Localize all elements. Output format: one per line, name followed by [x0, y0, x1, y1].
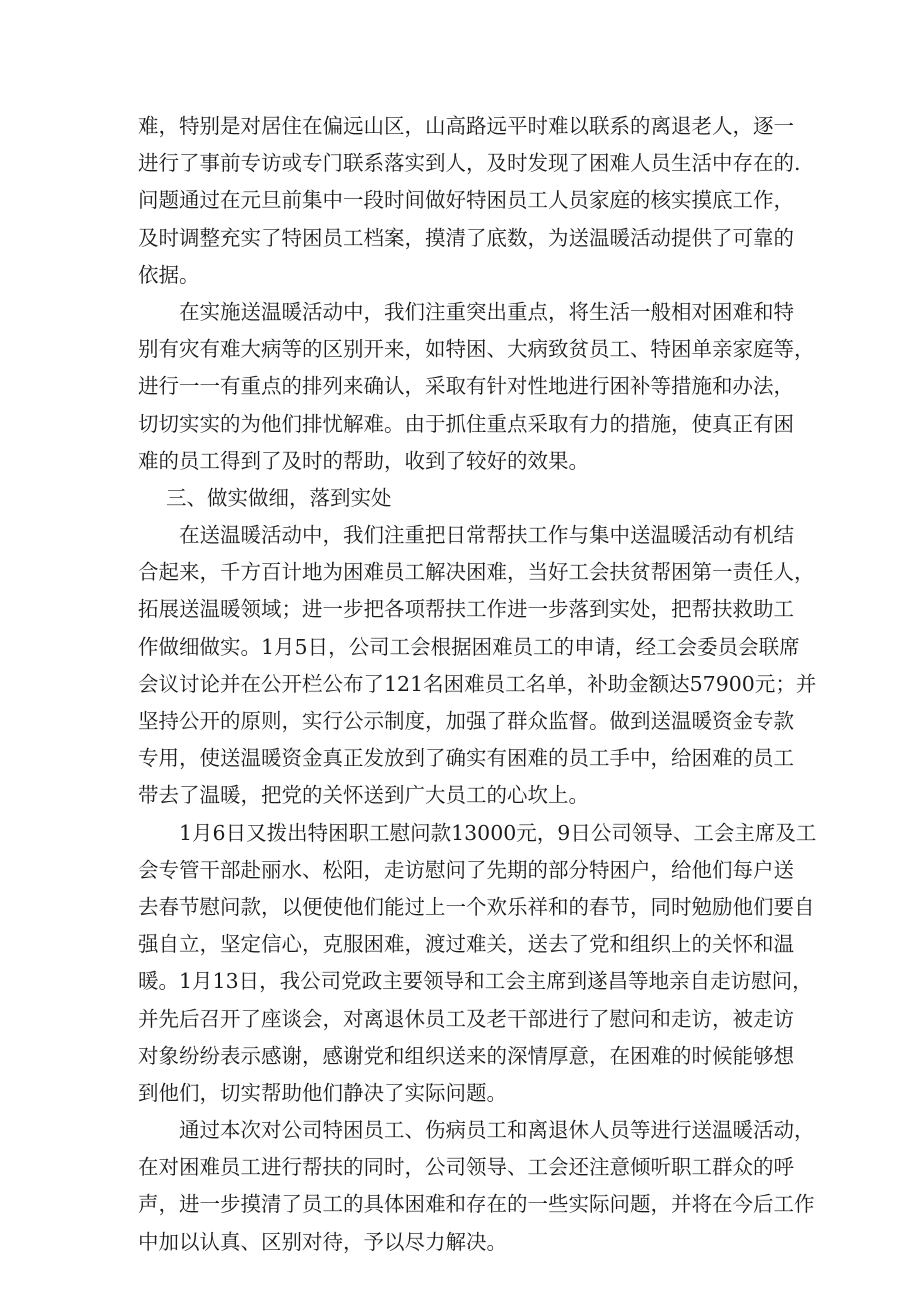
- paragraph-start-line: 在实施送温暖活动中，我们注重突出重点，将生活一般相对困难和特: [179, 299, 794, 324]
- text-line: 到他们，切实帮助他们静决了实际问题。: [138, 1080, 507, 1105]
- text-line: 去春节慰问款，以便使他们能过上一个欢乐祥和的春节，同时勉励他们要自: [138, 894, 815, 919]
- text-line: 暖。1月13日，我公司党政主要领导和工会主席到遂昌等地亲自走访慰问，: [138, 969, 813, 994]
- paragraph-start-line: 在送温暖活动中，我们注重把日常帮扶工作与集中送温暖活动有机结: [179, 523, 794, 548]
- text-line: 专用，使送温暖资金真正发放到了确实有困难的员工手中，给困难的员工: [138, 746, 794, 771]
- text-line: 进行了事前专访或专门联系落实到人，及时发现了困难人员生活中存在的.: [138, 151, 801, 176]
- text-line: 拓展送温暖领域；进一步把各项帮扶工作进一步落到实处，把帮扶救助工: [138, 597, 794, 622]
- paragraph-start-line: 1月6日又拨出特困职工慰问款13000元，9日公司领导、工会主席及工: [179, 820, 817, 845]
- text-line: 会议讨论并在公开栏公布了121名困难员工名单，补助金额达57900元；并: [138, 671, 817, 696]
- section-heading: 三、做实做细，落到实处: [166, 485, 392, 510]
- text-line: 对象纷纷表示感谢，感谢党和组织送来的深情厚意，在困难的时候能够想: [138, 1043, 794, 1068]
- text-line: 难的员工得到了及时的帮助，收到了较好的效果。: [138, 448, 589, 473]
- text-line: 及时调整充实了特困员工档案，摸清了底数，为送温暖活动提供了可靠的: [138, 225, 794, 250]
- text-line: 问题通过在元旦前集中一段时间做好特困员工人员家庭的核实摸底工作，: [138, 188, 794, 213]
- text-line: 会专管干部赴丽水、松阳，走访慰问了先期的部分特困户，给他们每户送: [138, 857, 794, 882]
- text-line: 进行一一有重点的排列来确认，采取有针对性地进行困补等措施和办法，: [138, 374, 794, 399]
- text-line: 别有灾有难大病等的区别开来，如特困、大病致贫员工、特困单亲家庭等，: [138, 337, 815, 362]
- text-line: 带去了温暖，把党的关怀送到广大员工的心坎上。: [138, 783, 589, 808]
- text-line: 并先后召开了座谈会，对离退休员工及老干部进行了慰问和走访，被走访: [138, 1006, 794, 1031]
- text-line: 中加以认真、区别对待，予以尽力解决。: [138, 1229, 507, 1254]
- text-line: 作做细做实。1月5日，公司工会根据困难员工的申请，经工会委员会联席: [138, 634, 800, 659]
- text-line: 声，进一步摸清了员工的具体困难和存在的一些实际问题，并将在今后工作: [138, 1192, 815, 1217]
- text-line: 强自立，坚定信心，克服困难，渡过难关，送去了党和组织上的关怀和温: [138, 932, 794, 957]
- text-line: 依据。: [138, 262, 200, 287]
- document-body: [138, 108, 817, 1261]
- text-line: 坚持公开的原则，实行公示制度，加强了群众监督。做到送温暖资金专款: [138, 709, 794, 733]
- text-line: 合起来，千方百计地为困难员工解决困难，当好工会扶贫帮困第一责任人，: [138, 560, 815, 585]
- paragraph-start-line: 通过本次对公司特困员工、伤病员工和离退休人员等进行送温暖活动，: [179, 1118, 815, 1143]
- text-line: 切切实实的为他们排忧解难。由于抓住重点采取有力的措施，使真正有困: [138, 411, 794, 436]
- text-line: 难，特别是对居住在偏远山区，山高路远平时难以联系的离退老人，逐一: [138, 114, 794, 138]
- text-line: 在对困难员工进行帮扶的同时，公司领导、工会还注意倾听职工群众的呼: [138, 1155, 794, 1180]
